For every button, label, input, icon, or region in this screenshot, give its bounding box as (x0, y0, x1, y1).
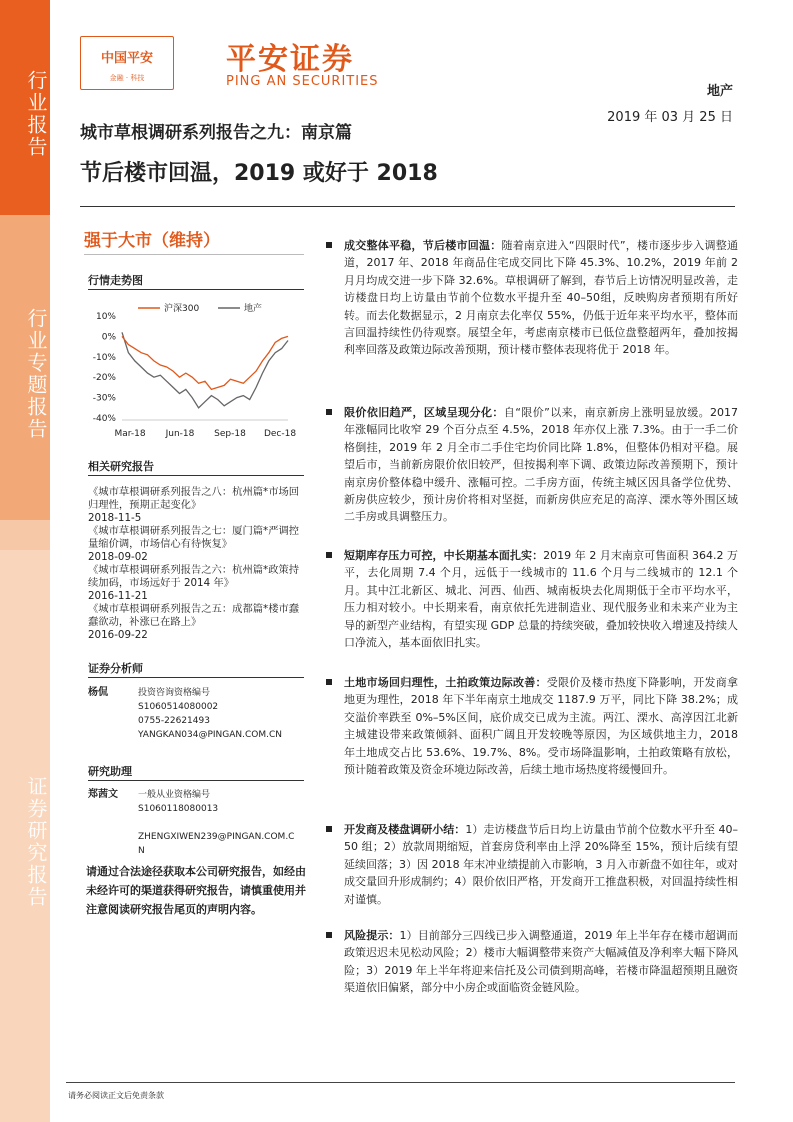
bullet-item (326, 821, 738, 908)
analyst-qualification-no: S1060514080002 (138, 702, 219, 712)
assistant-name: 郑茜文 (88, 789, 118, 800)
assistant-email-cont[interactable]: N (138, 846, 145, 856)
bullet-item (326, 237, 738, 359)
bullet-square-icon (326, 932, 332, 938)
related-report-date: 2018-11-5 (88, 512, 142, 524)
assistant-heading: 研究助理 (88, 765, 132, 778)
brand-name-en: PING AN SECURITIES (226, 74, 379, 89)
bullet-item (326, 404, 738, 526)
analyst-info (138, 686, 318, 742)
side-band (0, 0, 50, 1122)
related-report-title: 《城市草根调研系列报告之八：杭州篇*市场回归理性，预期正起变化》 (88, 486, 300, 511)
related-reports-rule (88, 475, 304, 476)
related-report[interactable] (88, 486, 306, 525)
chart-heading: 行情走势图 (88, 274, 143, 287)
side-label-securities-research: 证券研究报告 (0, 550, 50, 1122)
bullet-square-icon (326, 242, 332, 248)
bullet-text: 自“限价”以来，南京新房上涨明显放缓。2017 年涨幅同比收窄 29 个百分点至 4.5%，2018 年亦仅上涨 7.3%。由于一手二价格倒挂，2019 年 2 月全市二手住宅均价同比降 1.8%，但整体仍相对平稳。展望后市，当前新房限价依旧较严，但按揭利率下调、政策边际改善预期下，预计南京房价整体稳中缓升、涨幅可控。二手房方面，传统主城区因具备学位优势、新房供应较少，预计房价将相对坚挺，而新房供应充足的高淳、溧水等外围区域二手房或具调整压力。 (344, 406, 739, 524)
analyst-email[interactable]: YANGKAN034@PINGAN.COM.CN (138, 730, 283, 740)
bullet-square-icon (326, 679, 332, 685)
bullet-lead: 开发商及楼盘调研小结： (344, 823, 466, 836)
bullet-square-icon (326, 826, 332, 832)
x-tick-label: Jun-18 (165, 429, 195, 439)
side-band-spacer (0, 520, 50, 550)
bullet-text: 受限价及楼市热度下降影响，开发商拿地更为理性，2018 年下半年南京土地成交 1187.9 万平，同比下降 38.2%；成交溢价率跌至 0%–5%区间，底价成交已成为主流。两江、溧水、高淳因江北新主城建设带来政策倾斜、面积广阔且开发较晚等原因，为区域供地主力，2018 年土地成交占比 53.6%、19.7%、8%。受市场降温影响，土拍政策略有放松，预计随着政策及资金环境边际改善，后续土地市场热度将缓慢回升。 (344, 676, 738, 777)
analyst-heading: 证券分析师 (88, 662, 143, 675)
related-report-date: 2018-09-02 (88, 551, 148, 563)
footer-divider (66, 1082, 735, 1083)
assistant-block (88, 788, 308, 858)
assistant-heading-rule (88, 780, 304, 781)
legal-notice: 请通过合法途径获取本公司研究报告，如经由未经许可的渠道获得研究报告，请慎重使用并注意阅读研究报告尾页的声明内容。 (86, 865, 306, 916)
y-tick-label: -30% (92, 393, 116, 404)
x-tick-label: Dec-18 (263, 429, 297, 439)
series-line-1 (122, 332, 288, 408)
bullet-text: 2019 年 2 月末南京可售面积 364.2 万平，去化周期 7.4 个月，远低于一线城市的 11.6 个月与二线城市的 12.1 个月。其中江北新区、城北、河西、仙西、城南板块去化周期低于全市平均水平，压力相对较小。中长期来看，南京依托先进制造业、现代服务业和未来产业为主导的新型产业结构，有望实现 GDP 总量的持续突破，叠加较快收入增速及持续人口净流入，基本面依旧扎实。 (344, 549, 739, 650)
related-report[interactable] (88, 564, 306, 603)
bullet-item (326, 674, 738, 778)
bullet-square-icon (326, 552, 332, 558)
price-trend-svg (88, 296, 304, 442)
related-report-title: 《城市草根调研系列报告之五：成都篇*楼市蠢蠢欲动，补涨已在路上》 (88, 603, 300, 628)
side-label-industry-report: 行业报告 (0, 0, 50, 215)
assistant-qualification-no: S1060118080013 (138, 804, 219, 814)
assistant-email[interactable]: ZHENGXIWEN239@PINGAN.COM.C (138, 832, 295, 842)
bullet-square-icon (326, 409, 332, 415)
chart-heading-rule (88, 289, 304, 290)
bullet-item (326, 547, 738, 651)
related-report[interactable] (88, 603, 306, 642)
y-tick-label: -20% (92, 373, 116, 384)
bullet-item (326, 927, 738, 997)
header-divider (80, 206, 735, 207)
pingan-logo (80, 36, 174, 90)
legend-label: 沪深300 (164, 304, 200, 314)
bullet-lead: 土地市场回归理性，土拍政策边际改善： (344, 676, 547, 689)
sector-label: 地产 (706, 84, 733, 99)
analyst-phone: 0755-22621493 (138, 716, 210, 726)
x-tick-label: Sep-18 (214, 429, 246, 439)
y-tick-label: 10% (95, 312, 116, 322)
bullet-lead: 短期库存压力可控，中长期基本面扎实： (344, 549, 544, 562)
bullet-lead: 限价依旧趋严，区域呈现分化： (344, 406, 504, 419)
bullet-lead: 成交整体平稳，节后楼市回温： (344, 239, 502, 252)
related-report-date: 2016-11-21 (88, 590, 148, 602)
analyst-heading-rule (88, 677, 304, 678)
price-trend-chart (88, 296, 304, 442)
y-tick-label: -40% (92, 414, 116, 424)
y-tick-label: -10% (92, 352, 116, 363)
bullet-text: 1）走访楼盘节后日均上访量由节前个位数水平升至 40–50 组；2）放款周期缩短，首套房贷利率由上浮 20%降至 15%，预计后续有望延续回落；3）因 2018 年末冲业绩提前入市影响，3 月入市新盘不如往年，或对成交量回升形成制约；4）限价依旧严格，开发商开工推盘积极，对回温持续性相对谨慎。 (344, 823, 739, 906)
related-reports-list (88, 486, 306, 642)
assistant-qualification-label: 一般从业资格编号 (138, 790, 211, 800)
related-reports-heading: 相关研究报告 (88, 460, 154, 473)
bullet-text: 1）目前部分三四线已步入调整通道，2019 年上半年存在楼市超调而政策迟迟未见松动风险；2）楼市大幅调整带来资产大幅减值及净利率大幅下降风险；3）2019 年上半年将迎来信托及公司债到期高峰，若楼市降温超预期且融资渠道依旧偏紧，部分中小房企或面临资金链风险。 (344, 929, 738, 995)
y-tick-label: 0% (101, 332, 116, 343)
logo-sub-text: 金融 · 科技 (109, 74, 145, 82)
related-report-date: 2016-09-22 (88, 629, 148, 641)
series-line-0 (122, 336, 288, 389)
rating-label: 强于大市（维持） (84, 231, 220, 251)
related-report-title: 《城市草根调研系列报告之七：厦门篇*严调控量缩价调，市场信心有待恢复》 (88, 525, 300, 550)
brand-name-cn: 平安证券 (226, 42, 354, 77)
report-date: 2019 年 03 月 25 日 (607, 110, 733, 125)
page-title: 节后楼市回温，2019 或好于 2018 (80, 161, 438, 186)
related-report[interactable] (88, 525, 306, 564)
analyst-qualification-label: 投资咨询资格编号 (138, 688, 211, 698)
legend-label: 地产 (244, 304, 263, 314)
analyst-name: 杨侃 (88, 687, 108, 698)
logo-main-text: 中国平安 (100, 51, 153, 66)
rating-divider (84, 254, 304, 255)
bullet-text: 随着南京进入“四限时代”，楼市逐步步入调整通道，2017 年、2018 年商品住宅成交同比下降 45.3%、10.2%，2019 年前 2 月月均成交进一步下降 32.6%。草根调研了解到，春节后上访情况明显改善，走访楼盘日均上访量由节前个位数水平提升至 40–50组，反映购房者预期有所好转。而去化数据显示，2 月南京去化率仅 55%，仍低于近年来平均水平，整体而言回温持续性仍待观察。展望全年，考虑南京楼市已低位盘整超两年，叠加按揭利率回落及政策边际改善预期，预计楼市整体表现将优于 2018 年。 (344, 239, 738, 357)
assistant-spacer (138, 816, 318, 830)
analyst-block (88, 686, 308, 750)
footer-disclaimer: 请务必阅读正文后免责条款 (68, 1091, 164, 1100)
related-report-title: 《城市草根调研系列报告之六：杭州篇*政策持续加码，市场远好于 2014 年》 (88, 564, 300, 589)
side-label-special-report: 行业专题报告 (0, 215, 50, 520)
assistant-info (138, 788, 318, 858)
x-tick-label: Mar-18 (114, 429, 146, 439)
bullet-lead: 风险提示： (344, 929, 400, 942)
series-title: 城市草根调研系列报告之九：南京篇 (80, 123, 352, 143)
